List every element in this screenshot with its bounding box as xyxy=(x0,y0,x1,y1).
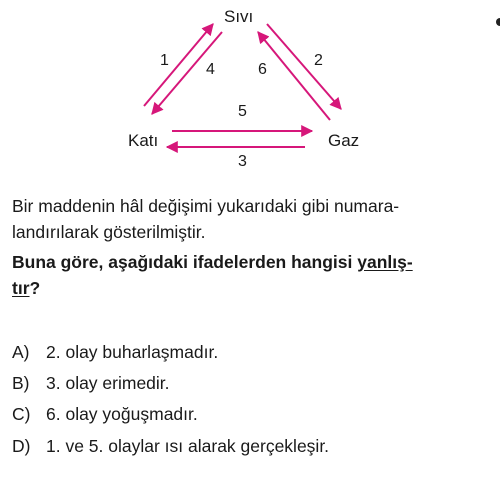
question-stem xyxy=(12,249,494,301)
option-a-label: A) xyxy=(12,342,30,362)
node-solid: Katı xyxy=(128,131,159,150)
option-d-text: 1. ve 5. olaylar ısı alarak gerçekleşir. xyxy=(46,436,330,456)
arrow-1 xyxy=(144,24,213,106)
option-a-text: 2. olay buharlaşmadır. xyxy=(46,342,219,362)
option-c-text: 6. olay yoğuşmadır. xyxy=(46,404,198,424)
node-gas: Gaz xyxy=(328,131,360,150)
option-d-label: D) xyxy=(12,436,31,456)
stem-suffix: ? xyxy=(29,278,41,298)
label-2: 2 xyxy=(314,52,323,69)
stem-underlined-2: tır xyxy=(12,278,30,298)
margin-dot xyxy=(496,18,500,26)
option-b-label: B) xyxy=(12,373,30,393)
label-5: 5 xyxy=(238,103,247,120)
phase-arrows xyxy=(0,0,500,185)
stem-prefix: Buna göre, aşağıdaki ifadelerden hangisi xyxy=(12,252,358,272)
option-b[interactable] xyxy=(12,373,170,394)
option-c-label: C) xyxy=(12,404,31,424)
stem-underlined-1: yanlış- xyxy=(357,252,413,272)
intro-line-2: landırılarak gösterilmiştir. xyxy=(12,222,206,242)
arrow-6 xyxy=(258,32,330,120)
arrow-2 xyxy=(267,24,341,109)
intro-line-1: Bir maddenin hâl değişimi yukarıdaki gibi numara- xyxy=(12,196,400,216)
label-3: 3 xyxy=(238,153,247,170)
label-4: 4 xyxy=(206,61,215,78)
node-liquid: Sıvı xyxy=(224,7,254,26)
option-a[interactable] xyxy=(12,342,218,363)
option-c[interactable] xyxy=(12,404,198,425)
label-6: 6 xyxy=(258,61,267,78)
question-intro xyxy=(12,193,494,245)
label-1: 1 xyxy=(160,52,169,69)
option-d[interactable] xyxy=(12,436,329,457)
option-b-text: 3. olay erimedir. xyxy=(46,373,170,393)
